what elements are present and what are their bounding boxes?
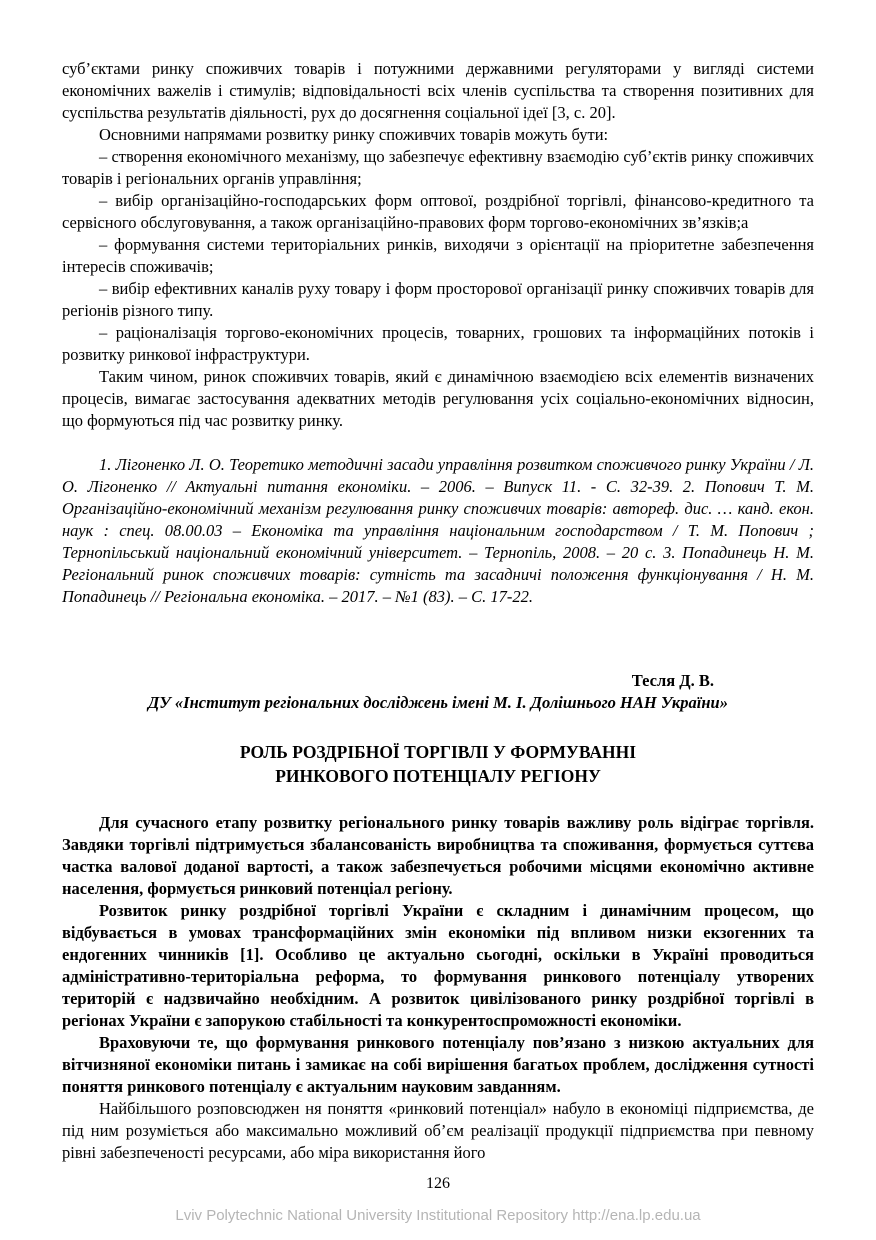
article-header <box>62 670 814 788</box>
page-number: 126 <box>426 1175 450 1192</box>
paragraph: суб’єктами ринку споживчих товарів і потужними державними регуляторами у вигляді системи економічних важелів і стимулів; відповідальності всіх членів суспільства та створення позитивних для суспільства результатів діяльності, рух до досягнення соціальної ідеї [3, с. 20]. <box>62 59 814 122</box>
author-name: Тесля Д. В. <box>631 671 714 690</box>
article-title-line: РОЛЬ РОЗДРІБНОЇ ТОРГІВЛІ У ФОРМУВАННІ <box>239 742 637 762</box>
list-paragraph: – вибір ефективних каналів руху товару і форм просторової організації ринку споживчих товарів для регіонів різного типу. <box>62 279 814 320</box>
repository-watermark: Lviv Polytechnic National University Institutional Repository http://ena.lp.edu.ua <box>175 1207 701 1224</box>
paragraph: Для сучасного етапу розвитку регіонального ринку товарів важливу роль відіграє торгівля. Завдяки торгівлі підтримується збалансованість виробництва та споживання, формується суттєва частка валової доданої вартості, а також забезпечується робочими місцями економічно активне населення, формується ринковий потенціал регіону. <box>62 813 814 898</box>
article-title-line: РИНКОВОГО ПОТЕНЦІАЛУ РЕГІОНУ <box>275 766 601 786</box>
paragraph: Розвиток ринку роздрібної торгівлі України є складним і динамічним процесом, що відбувається в умовах трансформаційних змін економіки під впливом низки екзогенних та ендогенних чинників [1]. Особливо це актуально сьогодні, оскільки в Україні проводиться адміністративно-територіальна реформа, то формування ринкового потенціалу утворених територій є надзвичайно необхідним. А розвиток цивілізованого ринку роздрібної торгівлі в регіонах України є запорукою стабільності та конкурентоспроможності економіки. <box>62 901 814 1030</box>
list-paragraph: – раціоналізація торгово-економічних процесів, товарних, грошових та інформаційних потоків і розвитку ринкової інфраструктури. <box>62 323 814 364</box>
list-paragraph: – створення економічного механізму, що забезпечує ефективну взаємодію суб’єктів ринку споживчих товарів і регіональних органів управління; <box>62 147 814 188</box>
author-affiliation: ДУ «Інститут регіональних досліджень імені М. І. Долішнього НАН України» <box>148 693 728 712</box>
list-paragraph: – формування системи територіальних ринків, виходячи з орієнтації на пріоритетне забезпечення інтересів споживачів; <box>62 235 814 276</box>
paragraph: Основними напрямами розвитку ринку споживчих товарів можуть бути: <box>99 125 609 144</box>
article-body <box>62 812 814 1164</box>
continued-article-body <box>62 58 814 608</box>
paragraph: Найбільшого розповсюджен ня поняття «ринковий потенціал» набуло в економіці підприємства, де під ним розуміється або максимально можливий об’єм реалізації продукції підприємства при певному рівні забезпеченості ресурсами, або міра використання його <box>62 1099 814 1162</box>
references-block: 1. Лігоненко Л. О. Теоретико методичні засади управління розвитком споживчого ринку України / Л. О. Лігоненко // Актуальні питання економіки. – 2006. – Випуск 11. - С. 32-39. 2. Попович Т. М. Організаційно-економічний механізм регулювання ринку споживчих товарів: автореф. дис. … канд. екон. наук : спец. 08.00.03 – Економіка та управління національним господарством / Т. М. Попович ; Тернопільський національний економічний університет. – Тернопіль, 2008. – 20 с. 3. Попадинець Н. М. Регіональний ринок споживчих товарів: сутність та засадничі положення функціонування / Н. М. Попадинець // Регіональна економіка. – 2017. – №1 (83). – С. 17-22. <box>62 455 814 606</box>
paragraph: Таким чином, ринок споживчих товарів, який є динамічною взаємодією всіх елементів визначених процесів, вимагає застосування адекватних методів регулювання усіх соціально-економічних відносин, що формуються під час розвитку ринку. <box>62 367 814 430</box>
article-title <box>62 740 814 788</box>
list-paragraph: – вибір організаційно-господарських форм оптової, роздрібної торгівлі, фінансово-кредитного та сервісного обслуговування, а також організаційно-правових форм торгово-економічних зв’язків;а <box>62 191 814 232</box>
paragraph: Враховуючи те, що формування ринкового потенціалу пов’язано з низкою актуальних для вітчизняної економіки питань і замикає на собі вирішення багатьох проблем, дослідження сутності поняття ринкового потенціалу є актуальним науковим завданням. <box>62 1033 814 1096</box>
